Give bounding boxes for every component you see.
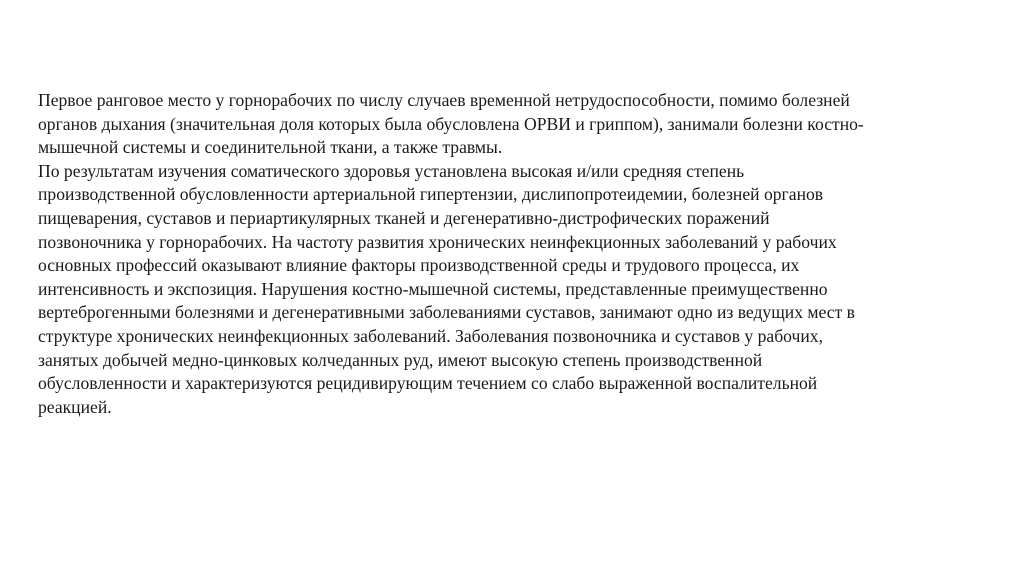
text-line: интенсивность и экспозиция. Нарушения костно-мышечной системы, представленные преимущественно — [38, 278, 828, 299]
text-line: реакцией. — [38, 396, 112, 417]
text-line: производственной обусловленности артериальной гипертензии, дислипопротеидемии, болезней органов — [38, 184, 824, 205]
text-line: занятых добычей медно-цинковых колчеданных руд, имеют высокую степень производственной — [38, 349, 763, 370]
text-line: позвоночника у горнорабочих. На частоту развития хронических неинфекционных заболеваний у рабочих — [38, 231, 837, 252]
body-text — [38, 89, 968, 419]
text-line: По результатам изучения соматического здоровья установлена высокая и/или средняя степень — [38, 160, 745, 181]
text-line: вертеброгенными болезнями и дегенеративными заболеваниями суставов, занимают одно из ведущих мест в — [38, 302, 855, 323]
text-line: мышечной системы и соединительной ткани, а также травмы. — [38, 137, 503, 158]
text-line: структуре хронических неинфекционных заболеваний. Заболевания позвоночника и суставов у рабочих, — [38, 325, 823, 346]
text-line: основных профессий оказывают влияние факторы производственной среды и трудового процесса, их — [38, 255, 800, 276]
text-line: органов дыхания (значительная доля которых была обусловлена ОРВИ и гриппом), занимали болезни костно- — [38, 113, 864, 134]
text-line: пищеварения, суставов и периартикулярных тканей и дегенеративно-дистрофических поражений — [38, 207, 770, 228]
text-line: Первое ранговое место у горнорабочих по числу случаев временной нетрудоспособности, помимо болезней — [38, 90, 850, 110]
text-line: обусловленности и характеризуются рецидивирующим течением со слабо выраженной воспалительной — [38, 373, 818, 394]
